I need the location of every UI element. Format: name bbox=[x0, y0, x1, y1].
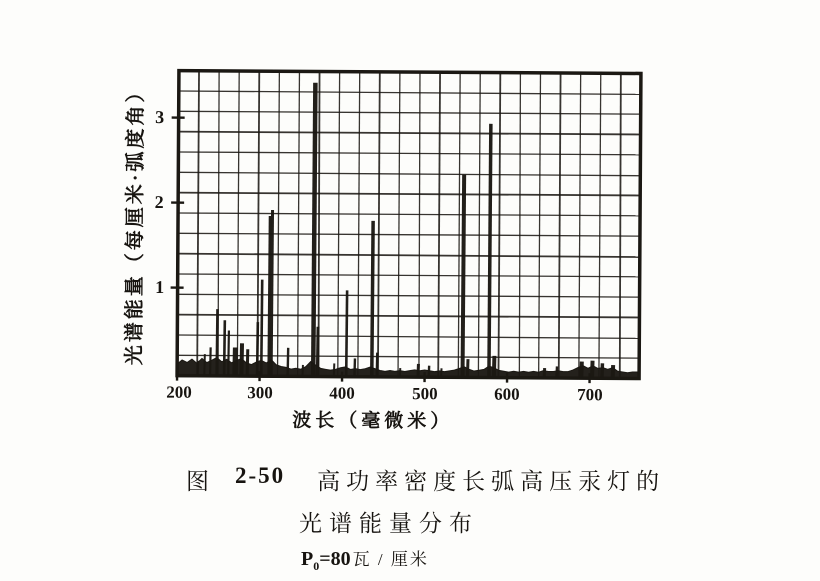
x-tick-label-500: 500 bbox=[412, 384, 438, 404]
parameter-unit: 瓦 / 厘米 bbox=[352, 550, 429, 569]
spectral-peak-248 bbox=[217, 309, 218, 375]
parameter-subscript: 0 bbox=[313, 559, 320, 573]
spectral-peak-297 bbox=[257, 322, 258, 376]
spectral-peak-365 bbox=[313, 83, 315, 376]
y-tick-label-3: 3 bbox=[155, 107, 165, 128]
spectral-peak-262 bbox=[228, 330, 229, 375]
y-tick-label-2: 2 bbox=[154, 192, 164, 213]
spectral-peaks bbox=[198, 82, 615, 378]
spectral-peak-552 bbox=[467, 359, 468, 377]
spectral-peak-578 bbox=[489, 124, 491, 377]
figure-number: 2-50 bbox=[235, 463, 286, 488]
y-axis-label: 光谱能量（每厘米·弧度角） bbox=[123, 79, 148, 366]
graph-paper-grid bbox=[177, 71, 641, 379]
spectral-peak-240 bbox=[210, 347, 211, 375]
spectral-peak-278 bbox=[241, 343, 242, 375]
spectral-peak-257 bbox=[224, 320, 225, 375]
spectral-peak-436 bbox=[372, 221, 373, 376]
figure-title-line1: 高功率密度长弧高压汞灯的 bbox=[317, 469, 666, 494]
axis-ticks bbox=[170, 118, 591, 384]
parameter-symbol: P bbox=[301, 548, 314, 570]
spectral-peak-703 bbox=[592, 361, 593, 378]
x-tick-label-600: 600 bbox=[494, 384, 520, 404]
spectral-peak-405 bbox=[346, 290, 347, 376]
figure-parameter bbox=[301, 545, 429, 574]
plot-border bbox=[177, 71, 641, 379]
spectral-peak-584 bbox=[494, 356, 495, 377]
spectral-peak-302 bbox=[261, 280, 262, 376]
spectral-peak-415 bbox=[354, 358, 355, 376]
figure-caption-prefix: 图 bbox=[186, 469, 209, 494]
x-tick-label-400: 400 bbox=[329, 383, 355, 403]
spectral-peak-311 bbox=[269, 216, 270, 376]
x-tick-label-700: 700 bbox=[577, 385, 603, 405]
spectral-peak-314 bbox=[271, 210, 272, 376]
spectral-peak-370 bbox=[317, 327, 318, 376]
spectral-peak-334 bbox=[288, 348, 289, 376]
spectral-peak-270 bbox=[235, 347, 236, 375]
spectral-peak-233 bbox=[204, 354, 205, 375]
spectral-peak-442 bbox=[377, 353, 378, 377]
y-tick-label-1: 1 bbox=[155, 277, 165, 298]
x-tick-label-200: 200 bbox=[166, 382, 192, 402]
parameter-value: =80 bbox=[319, 548, 351, 570]
figure-caption-line1 bbox=[186, 463, 665, 496]
figure-title-line2: 光谱能量分布 bbox=[299, 511, 479, 536]
x-tick-label-300: 300 bbox=[247, 383, 273, 403]
spectral-peak-285 bbox=[247, 349, 248, 375]
x-axis-label: 波长（毫微米） bbox=[292, 410, 454, 433]
spectral-peak-546 bbox=[463, 175, 465, 377]
